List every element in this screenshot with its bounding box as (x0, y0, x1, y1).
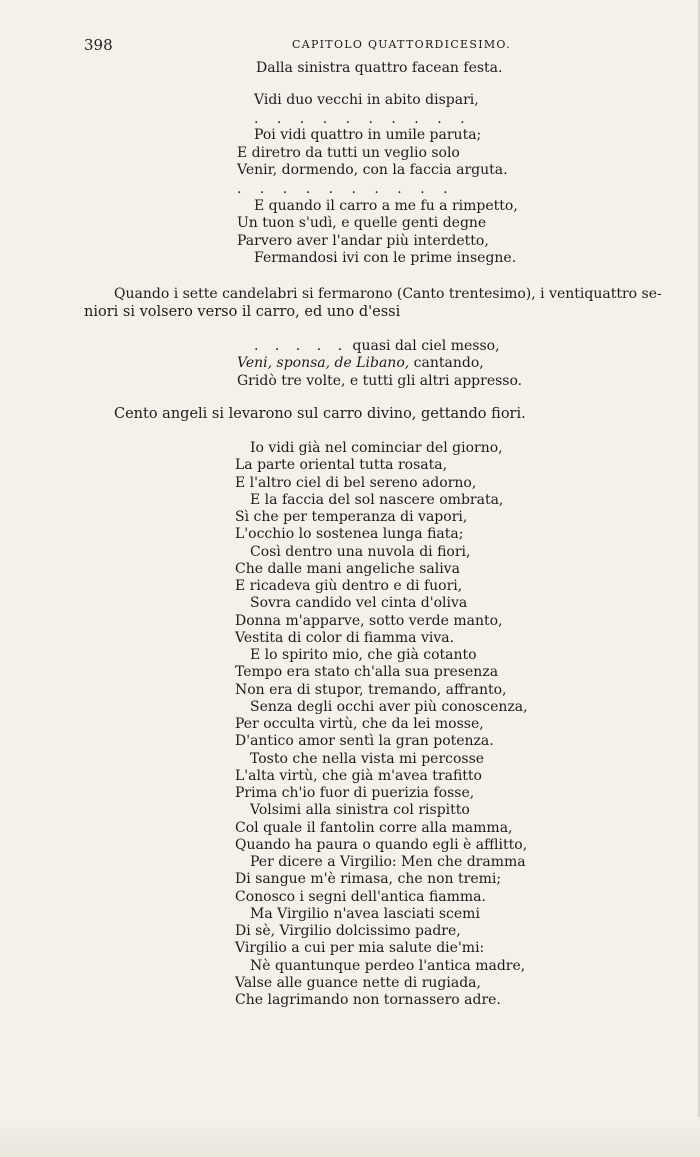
verse-line: E l'altro ciel di bel sereno adorno, (235, 474, 477, 491)
running-head: CAPITOLO QUATTORDICESIMO. (292, 38, 511, 51)
verse-line: L'alta virtù, che già m'avea trafitto (235, 767, 482, 784)
prose-line: Cento angeli si levarono sul carro divino, gettando fiori. (114, 406, 526, 422)
ellipsis: . . . . . (254, 338, 349, 354)
verse-line: Valse alle guance nette di rugiada, (235, 974, 481, 991)
verse-line: Che dalle mani angeliche saliva (235, 560, 460, 577)
verse-line: Fermandosi ivi con le prime insegne. (254, 250, 517, 266)
page-number: 398 (84, 36, 113, 54)
page-header (0, 36, 700, 56)
verse-line: E quando il carro a me fu a rimpetto, (254, 198, 518, 214)
verse-line: Venir, dormendo, con la faccia arguta. (237, 162, 508, 178)
verse-line: Col quale il fantolin corre alla mamma, (235, 819, 513, 836)
verse-line: Dalla sinistra quattro facean festa. (256, 60, 503, 76)
verse-line: Per dicere a Virgilio: Men che dramma (250, 854, 526, 870)
verse-line: Conosco i segni dell'antica fiamma. (235, 888, 486, 905)
ellipsis-row: . . . . . . . . . . (254, 111, 472, 127)
verse-line (254, 338, 500, 355)
verse-line: Poi vidi quattro in umile paruta; (254, 127, 482, 143)
verse-line: Prima ch'io fuor di puerizia fosse, (235, 785, 475, 801)
ellipsis-row: . . . . . . . . . . (237, 181, 455, 197)
verse-line: Sovra candido vel cinta d'oliva (250, 595, 468, 612)
verse-line: Che lagrimando non tornassero adre. (235, 992, 501, 1008)
verse-line: Io vidi già nel cominciar del giorno, (250, 440, 503, 456)
verse-line: Non era di stupor, tremando, affranto, (235, 681, 507, 698)
verse-line: Così dentro una nuvola di fiori, (250, 543, 471, 560)
verse-line: Parvero aver l'andar più interdetto, (237, 233, 489, 249)
verse-line (237, 355, 484, 372)
verse-line: Ma Virgilio n'avea lasciati scemi (250, 905, 480, 922)
verse-line: Nè quantunque perdeo l'antica madre, (250, 957, 526, 974)
verse-line: Quando ha paura o quando egli è afflitto, (235, 836, 528, 853)
verse-line: E ricadeva giù dentro e di fuori, (235, 578, 463, 594)
verse-fragment: cantando, (413, 355, 484, 371)
verse-line: Di sè, Virgilio dolcissimo padre, (235, 923, 461, 939)
verse-line: Donna m'apparve, sotto verde manto, (235, 612, 503, 629)
verse-line: Un tuon s'udì, e quelle genti degne (237, 215, 487, 231)
verse-line: E la faccia del sol nascere ombrata, (250, 491, 504, 508)
verse-fragment: quasi dal ciel messo, (352, 338, 500, 354)
verse-line: Volsimi alla sinistra col rispitto (250, 802, 470, 819)
prose-line: Quando i sette candelabri si fermarono (Canto trentesimo), i ventiquattro se- (114, 286, 662, 302)
verse-line: E diretro da tutti un veglio solo (237, 145, 460, 161)
verse-line: Vidi duo vecchi in abito dispari, (254, 92, 479, 108)
page-bottom-shade (0, 1117, 700, 1157)
verse-line: L'occhio lo sostenea lunga fiata; (235, 526, 464, 543)
verse-line: Di sangue m'è rimasa, che non tremi; (235, 871, 502, 888)
verse-line: Tosto che nella vista mi percosse (250, 750, 485, 767)
verse-line: Senza degli occhi aver più conoscenza, (250, 698, 528, 715)
verse-line: Per occulta virtù, che da lei mosse, (235, 716, 484, 732)
verse-line: Sì che per temperanza di vapori, (235, 509, 468, 525)
verse-line: La parte oriental tutta rosata, (235, 457, 448, 474)
verse-line: D'antico amor sentì la gran potenza. (235, 733, 494, 750)
verse-line: E lo spirito mio, che già cotanto (250, 647, 477, 663)
verse-line: Vestita di color di fiamma viva. (235, 629, 455, 646)
verse-line: Virgilio a cui per mia salute die'mi: (235, 940, 485, 957)
verse-line: Gridò tre volte, e tutti gli altri appresso. (237, 373, 523, 389)
prose-line: niori si volsero verso il carro, ed uno d'essi (84, 304, 401, 320)
latin-quotation: Veni, sponsa, de Libano, (237, 355, 410, 371)
verse-line: Tempo era stato ch'alla sua presenza (235, 664, 499, 681)
